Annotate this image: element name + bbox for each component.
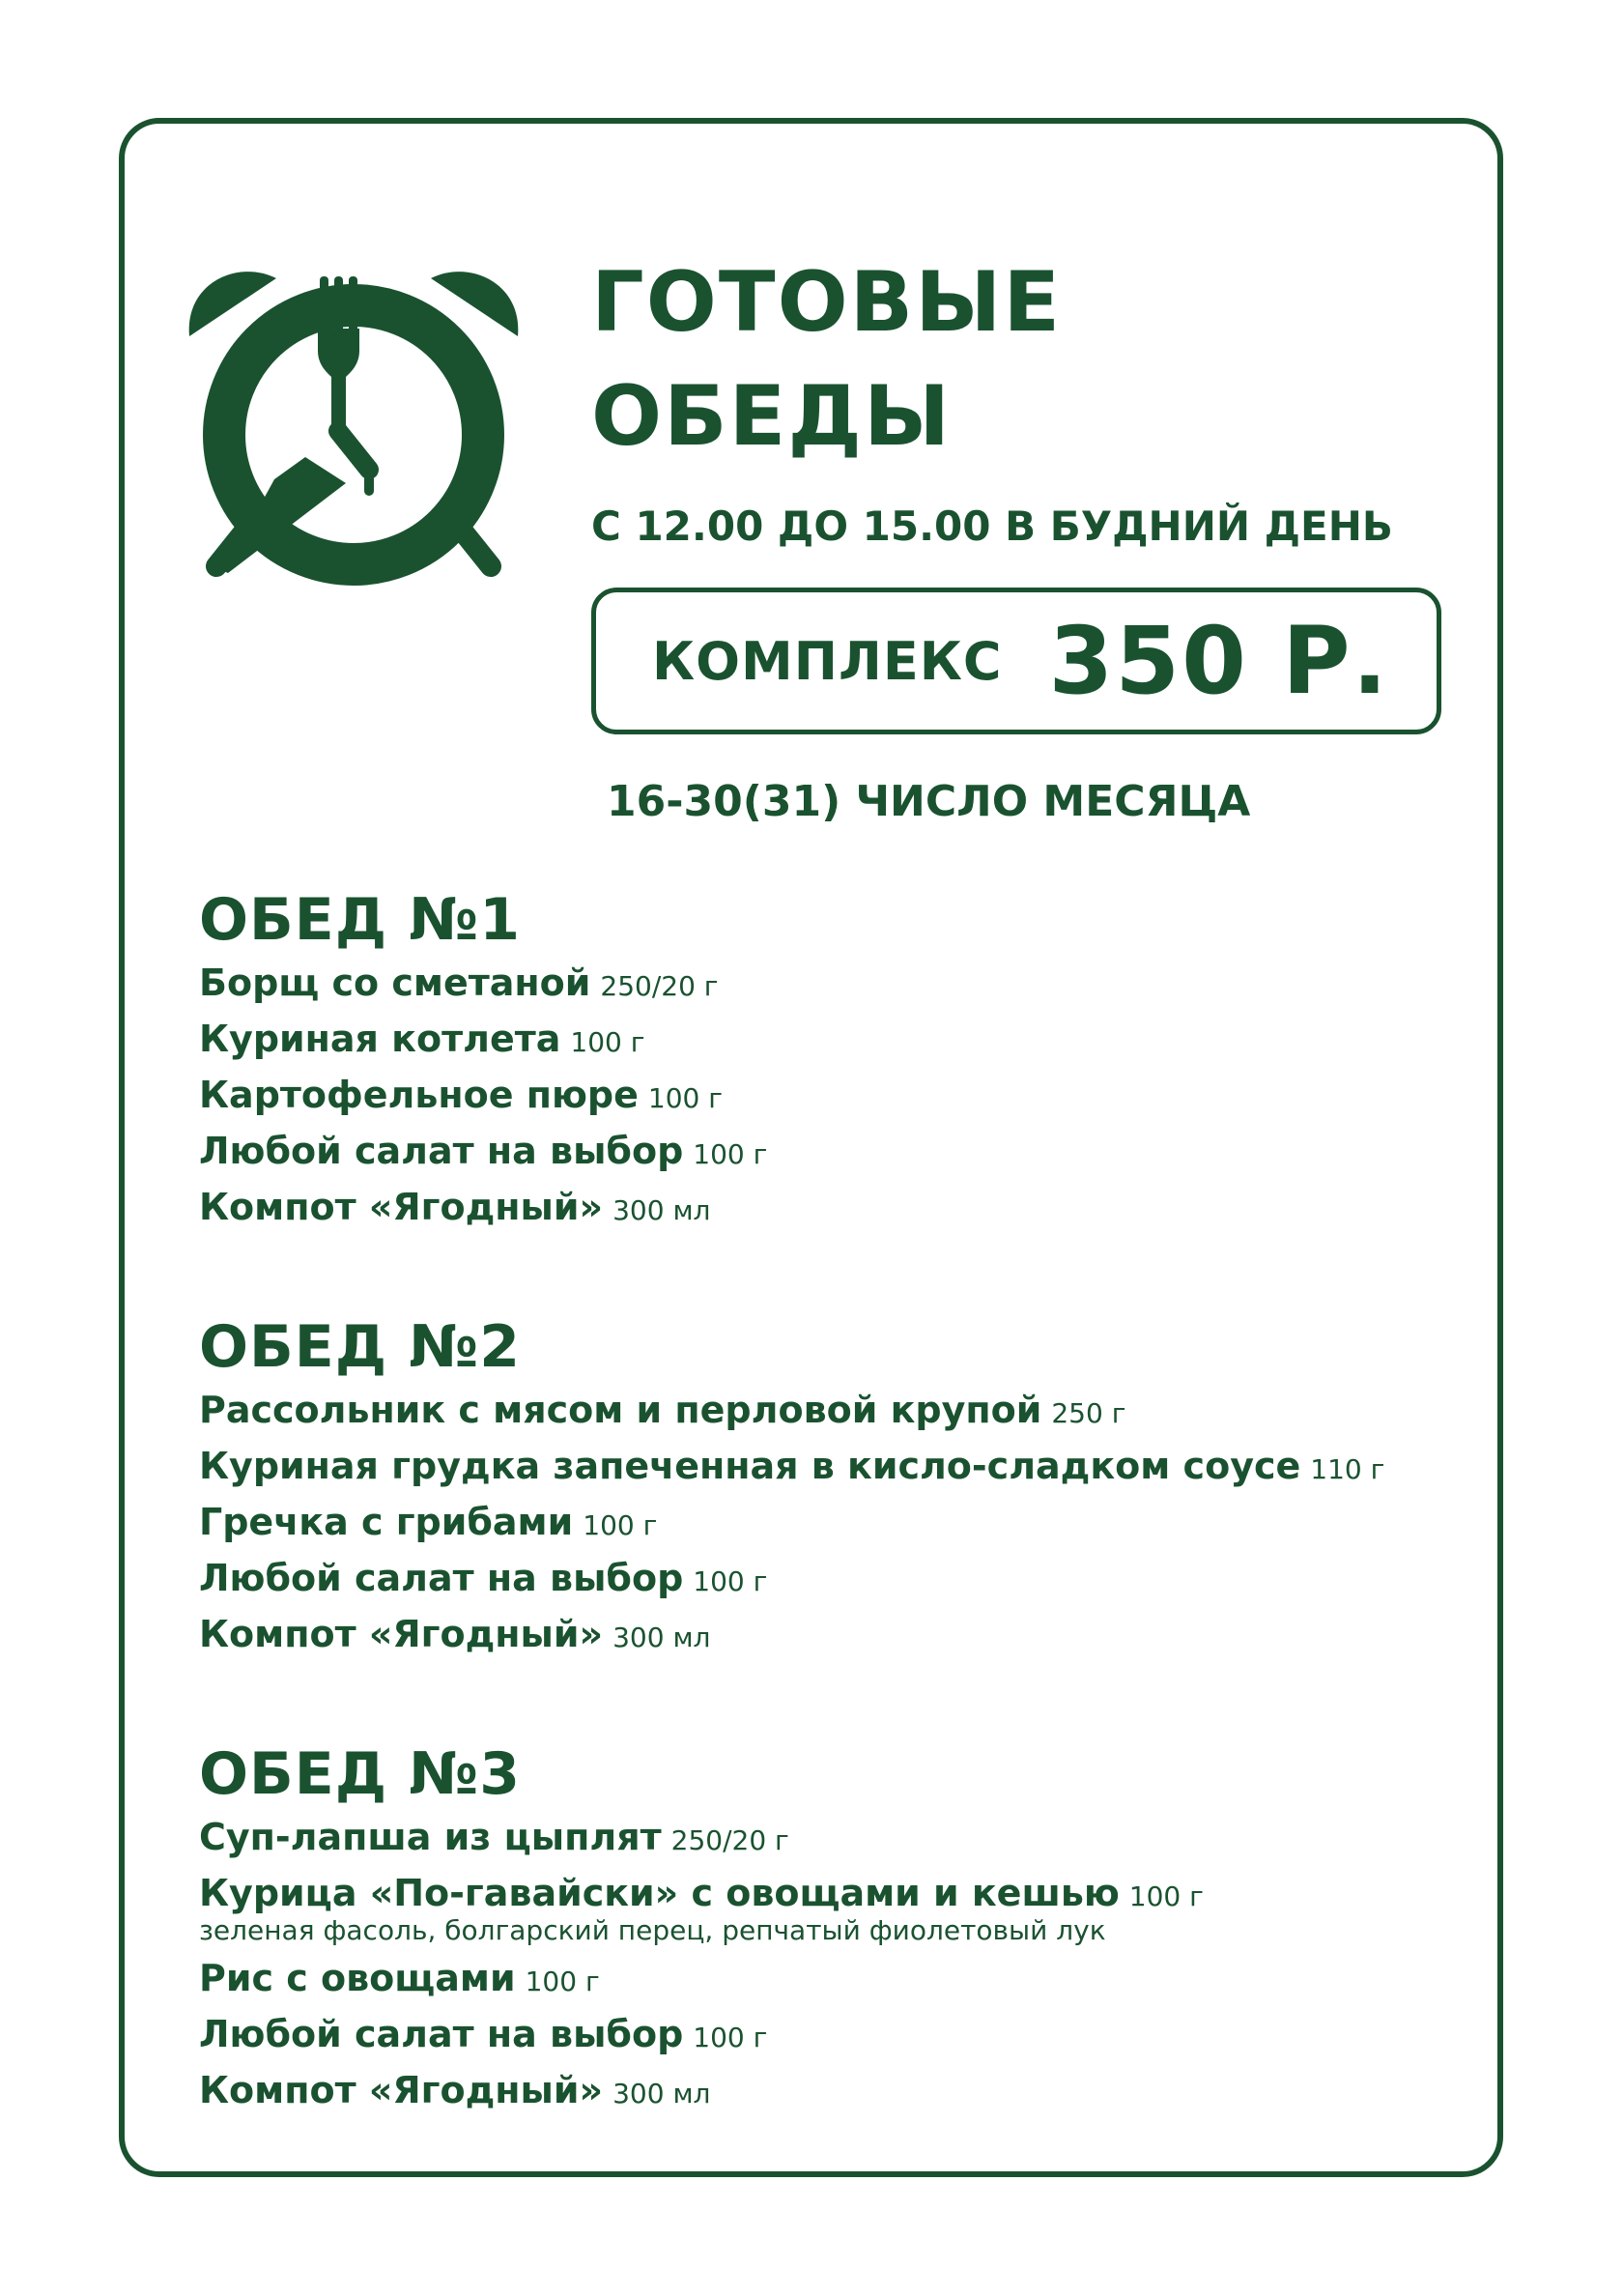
page-title: [591, 245, 1062, 474]
dish-item: [199, 1811, 1204, 1867]
dish-portion: 100 г: [1128, 1880, 1204, 1912]
dish-item: [199, 1608, 1384, 1664]
dish-portion: 300 мл: [612, 1194, 711, 1226]
dish-name: Рис с овощами: [199, 1957, 516, 1999]
dish-portion: 250 г: [1051, 1397, 1126, 1429]
dish-portion: 100 г: [525, 1966, 600, 1997]
dish-name: Суп-лапша из цыплят: [199, 1816, 662, 1858]
dish-item: [199, 2008, 1204, 2064]
title-line-1: ГОТОВЫЕ: [591, 254, 1063, 351]
dish-portion: 100 г: [693, 1138, 768, 1170]
dish-name: Компот «Ягодный»: [199, 1613, 604, 1655]
dish-name: Гречка с грибами: [199, 1501, 574, 1543]
price-value: 350 Р.: [1048, 607, 1390, 715]
dish-item: [199, 1069, 767, 1125]
dish-portion: 100 г: [693, 1565, 768, 1597]
dish-portion: 300 мл: [612, 2078, 711, 2109]
price-box: [591, 588, 1441, 734]
lunch-title: ОБЕД №2: [199, 1313, 521, 1381]
dish-name: Любой салат на выбор: [199, 2013, 684, 2055]
dish-portion: 250/20 г: [670, 1824, 789, 1856]
dish-name: Курица «По-гавайски» с овощами и кешью: [199, 1872, 1120, 1914]
dish-portion: 300 мл: [612, 1622, 711, 1653]
dish-name: Рассольник с мясом и перловой крупой: [199, 1389, 1042, 1431]
dish-portion: 250/20 г: [600, 970, 719, 1002]
dish-name: Куриная грудка запеченная в кисло-сладком соусе: [199, 1445, 1301, 1487]
lunch-title: ОБЕД №1: [199, 886, 521, 954]
title-line-2: ОБЕДЫ: [591, 368, 953, 465]
dish-item: [199, 1496, 1384, 1552]
dish-item: [199, 1125, 767, 1181]
dish-item: [199, 1384, 1384, 1440]
lunch-title: ОБЕД №3: [199, 1740, 521, 1808]
dish-item: [199, 1440, 1384, 1496]
dish-portion: 100 г: [647, 1082, 723, 1114]
lunch-section-1: [199, 886, 768, 1237]
dish-name: Компот «Ягодный»: [199, 2069, 604, 2111]
dish-portion: 110 г: [1310, 1453, 1385, 1485]
dish-item: [199, 1952, 1204, 2008]
dish-item: [199, 1181, 767, 1237]
dish-portion: 100 г: [693, 2022, 768, 2053]
dish-name: Борщ со сметаной: [199, 961, 591, 1004]
dish-item: [199, 2064, 1204, 2120]
dish-note: зеленая фасоль, болгарский перец, репчатый фиолетовый лук: [199, 1914, 1106, 1946]
dish-name: Куриная котлета: [199, 1018, 561, 1060]
dish-name: Компот «Ягодный»: [199, 1186, 604, 1228]
menu-period: 16-30(31) ЧИСЛО МЕСЯЦА: [607, 777, 1251, 826]
alarm-clock-fork-icon: [180, 259, 527, 588]
dish-name: Картофельное пюре: [199, 1074, 639, 1116]
dish-item: [199, 1013, 767, 1069]
dish-item: [199, 957, 767, 1013]
dish-portion: 100 г: [583, 1509, 658, 1541]
price-label: КОМПЛЕКС: [652, 630, 1003, 692]
lunch-section-2: [199, 1313, 1385, 1664]
dish-portion: 100 г: [570, 1026, 645, 1058]
dish-item: [199, 1552, 1384, 1608]
dish-name: Любой салат на выбор: [199, 1557, 684, 1599]
lunch-section-3: [199, 1740, 1204, 2120]
serving-hours: С 12.00 ДО 15.00 В БУДНИЙ ДЕНЬ: [591, 502, 1393, 550]
dish-name: Любой салат на выбор: [199, 1130, 684, 1172]
